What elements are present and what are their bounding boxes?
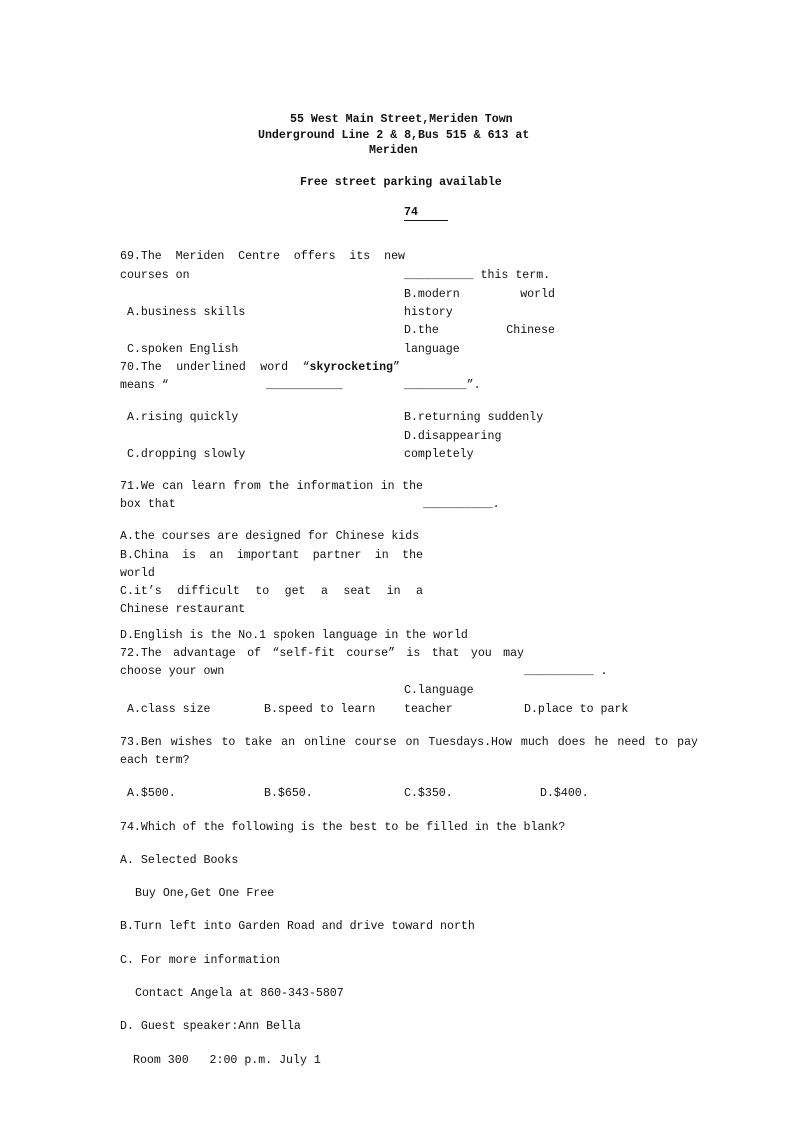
q70-stem-lead: 70.The underlined word — [120, 361, 289, 374]
q72-option-c-line-1: C.language — [404, 684, 474, 697]
q69-stem-line-2: courses on — [120, 269, 190, 282]
q69-option-b-line-2: history — [404, 306, 453, 319]
q72-stem-line-2: choose your own — [120, 665, 225, 678]
q70-blank-gap: ___________ — [266, 379, 343, 392]
q70-stem-line-1 — [120, 361, 400, 375]
q70-option-a: A.rising quickly — [127, 411, 239, 424]
address-line-2: Underground Line 2 & 8,Bus 515 & 613 at — [258, 129, 530, 142]
q71-option-d: D.English is the No.1 spoken language in the world — [120, 629, 468, 642]
address-line-3: Meriden — [369, 144, 418, 157]
q70-quote-open: “ — [302, 361, 310, 374]
q71-stem-blank: __________. — [423, 498, 500, 511]
q72-stem-blank: __________ . — [524, 665, 608, 678]
q69-stem-line-1: 69.The Meriden Centre offers its new — [120, 250, 405, 263]
q73-stem-line-2: each term? — [120, 754, 190, 767]
parking-note: Free street parking available — [300, 176, 502, 189]
q72-option-c-line-2: teacher — [404, 703, 453, 716]
q72-option-b: B.speed to learn — [264, 703, 376, 716]
q71-option-a: A.the courses are designed for Chinese kids — [120, 530, 420, 543]
q74-option-d-line-1: D. Guest speaker:Ann Bella — [120, 1020, 301, 1033]
q70-keyword: skyrocketing — [309, 361, 394, 374]
q72-stem-line-1: 72.The advantage of “self-fit course” is that you may — [120, 647, 524, 660]
q74-stem: 74.Which of the following is the best to be filled in the blank? — [120, 821, 566, 834]
q72-option-d: D.place to park — [524, 703, 629, 716]
q73-option-b: B.$650. — [264, 787, 313, 800]
q71-option-c-line-1: C.it’s difficult to get a seat in a — [120, 585, 423, 598]
q73-option-a: A.$500. — [127, 787, 176, 800]
q69-stem-blank: __________ this term. — [404, 269, 551, 282]
q74-option-c-line-2: Contact Angela at 860-343-5807 — [135, 987, 344, 1000]
q73-option-d: D.$400. — [540, 787, 589, 800]
q71-option-c-line-2: Chinese restaurant — [120, 603, 246, 616]
q74-option-c-line-1: C. For more information — [120, 954, 281, 967]
q71-option-b-line-2: world — [120, 567, 155, 580]
q69-option-a: A.business skills — [127, 306, 246, 319]
q74-option-d-line-2: Room 300 2:00 p.m. July 1 — [133, 1054, 321, 1067]
q74-option-a-line-1: A. Selected Books — [120, 854, 239, 867]
q74-option-b: B.Turn left into Garden Road and drive toward north — [120, 920, 475, 933]
address-line-1: 55 West Main Street,Meriden Town — [290, 113, 513, 126]
q70-stem-blank: _________”. — [404, 379, 481, 392]
q69-option-b-line-1: B.modern world — [404, 288, 555, 301]
q73-option-c: C.$350. — [404, 787, 453, 800]
q70-quoted-word — [303, 361, 400, 374]
blank-74: 74 — [404, 206, 448, 221]
q70-option-d-line-1: D.disappearing — [404, 430, 502, 443]
q70-option-d-line-2: completely — [404, 448, 474, 461]
q69-option-c: C.spoken English — [127, 343, 239, 356]
q72-option-a: A.class size — [127, 703, 211, 716]
q73-stem-line-1: 73.Ben wishes to take an online course on Tuesdays.How much does he need to pay — [120, 736, 698, 749]
q69-option-d-line-1: D.the Chinese — [404, 324, 555, 337]
q70-option-b: B.returning suddenly — [404, 411, 544, 424]
q70-option-c: C.dropping slowly — [127, 448, 246, 461]
q71-stem-line-2: box that — [120, 498, 176, 511]
q69-option-d-line-2: language — [404, 343, 460, 356]
q71-option-b-line-1: B.China is an important partner in the — [120, 549, 423, 562]
q70-stem-line-2: means “ — [120, 379, 169, 392]
q71-stem-line-1: 71.We can learn from the information in the — [120, 480, 423, 493]
q74-option-a-line-2: Buy One,Get One Free — [135, 887, 275, 900]
q70-quote-close: ” — [393, 361, 400, 374]
